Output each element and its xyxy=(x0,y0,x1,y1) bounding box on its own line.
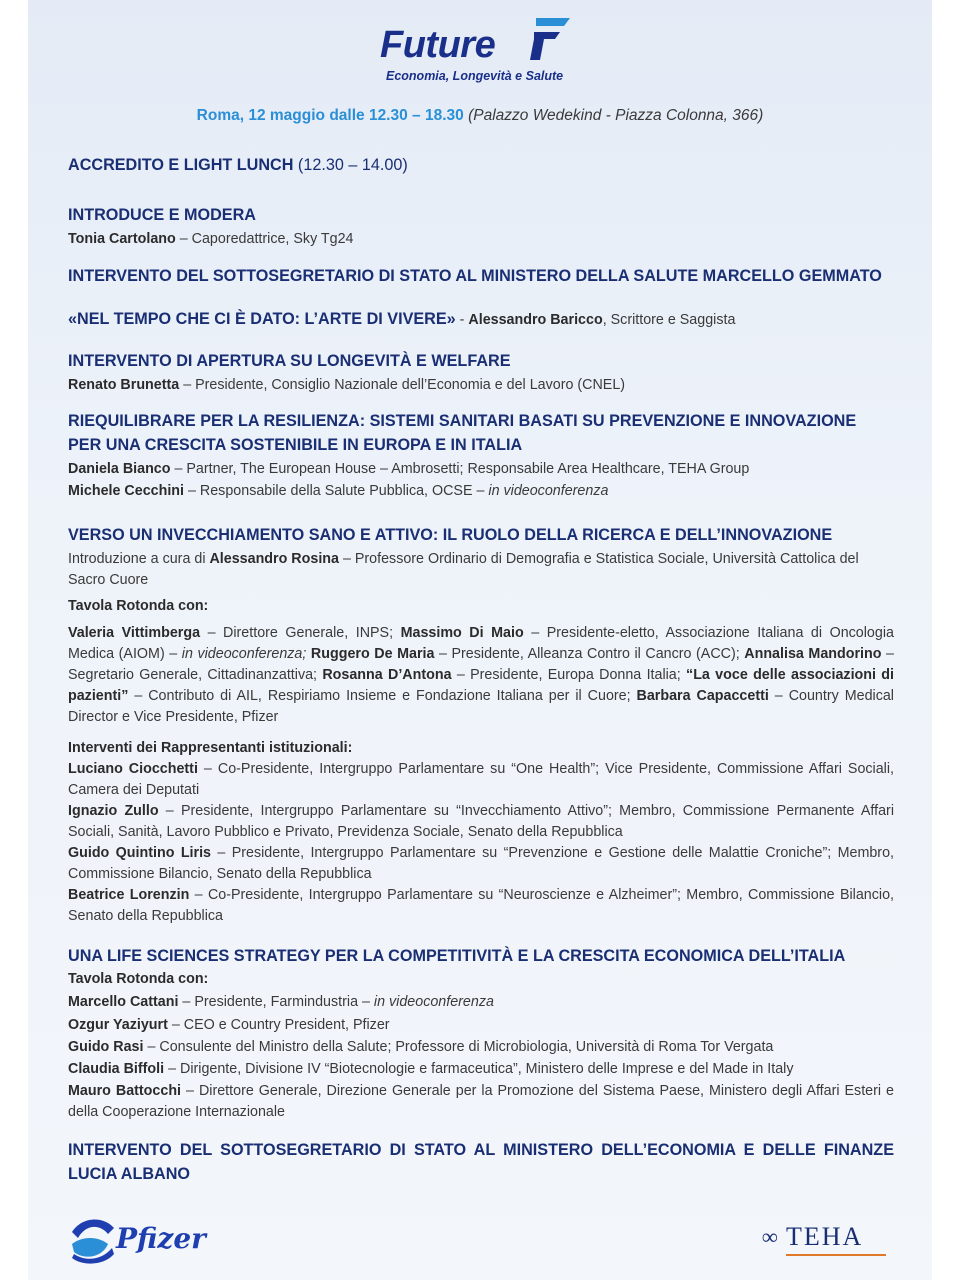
speaker-role: – Professore Ordinario di Demografia e Statistica Sociale, Università Cattolica del Sacro Cuore xyxy=(68,551,859,588)
event-location: (Palazzo Wedekind - Piazza Colonna, 366) xyxy=(468,107,764,124)
tavola-participants: Valeria Vittimberga – Direttore Generale, INPS; Massimo Di Maio – Presidente-eletto, Associazione Italiana di Oncologia Medica (AIOM) – in videoconferenza; Ruggero De Maria – Presidente, Alleanza Contro il Cancro (ACC); Annalisa Mandorino – Segretario Generale, Cittadinanzattiva; Rosanna D’Antona – Presidente, Europa Donna Italia; “La voce delle associazioni di pazienti” – Contributo di AIL, Respiriamo Insieme e Fondazione Italiana per il Cuore; Barbara Capaccetti – Country Medical Director e Vice Presidente, Pfizer xyxy=(68,625,894,725)
programme-page xyxy=(28,0,932,1280)
section-life-sciences xyxy=(68,944,894,1123)
section-title: VERSO UN INVECCHIAMENTO SANO E ATTIVO: IL RUOLO DELLA RICERCA E DELL’INNOVAZIONE xyxy=(68,526,833,544)
istituzionali-label: Interventi dei Rappresentanti istituzionali: xyxy=(68,740,353,756)
speaker-note: in videoconferenza xyxy=(373,994,494,1010)
section-title: INTERVENTO DEL SOTTOSEGRETARIO DI STATO AL MINISTERO DELL’ECONOMIA E DELLE FINANZE LUCIA ALBANO xyxy=(68,1141,894,1183)
section-introduce xyxy=(68,203,894,250)
speaker-name: Renato Brunetta xyxy=(68,377,180,393)
section-title: UNA LIFE SCIENCES STRATEGY PER LA COMPETITIVITÀ E LA CRESCITA ECONOMICA DELL’ITALIA xyxy=(68,947,846,965)
speaker xyxy=(68,843,894,885)
speaker-role: – Partner, The European House – Ambrosetti; Responsabile Area Healthcare, TEHA Group xyxy=(170,461,750,477)
speaker-role: – Presidente, Consiglio Nazionale dell’Economia e del Lavoro (CNEL) xyxy=(179,377,626,393)
section-sottosegretario-salute xyxy=(68,264,894,288)
flag-icon xyxy=(530,14,574,62)
section-accredito xyxy=(68,153,894,177)
section-sottosegretario-mef xyxy=(68,1138,894,1186)
speaker xyxy=(68,1015,894,1036)
section-title: INTERVENTO DI APERTURA SU LONGEVITÀ E WELFARE xyxy=(68,352,511,370)
header xyxy=(28,12,932,83)
session-time: (12.30 – 14.00) xyxy=(293,156,408,174)
speaker-name: Mauro Battocchi xyxy=(68,1083,182,1099)
section-invecchiamento xyxy=(68,523,894,927)
speaker xyxy=(68,1037,894,1058)
speaker-name: Claudia Biffoli xyxy=(68,1061,165,1077)
speaker xyxy=(68,459,894,480)
speaker-name: Michele Cecchini xyxy=(68,483,185,499)
speaker xyxy=(68,229,894,250)
speaker xyxy=(68,375,894,396)
speaker-name: Ozgur Yaziyurt xyxy=(68,1017,168,1033)
future-logo xyxy=(380,12,580,83)
speaker-name: Beatrice Lorenzin xyxy=(68,887,190,903)
teha-logo xyxy=(762,1218,892,1258)
speaker-role: – Direttore Generale, Direzione Generale per la Promozione del Sistema Paese, Ministero degli Affari Esteri e della Cooperazione Internazionale xyxy=(68,1083,894,1120)
speaker-role: – Dirigente, Divisione IV “Biotecnologie e farmaceutica”, Ministero delle Imprese e del Made in Italy xyxy=(164,1061,794,1077)
speaker-role: – Co-Presidente, Intergruppo Parlamentare su “One Health”; Vice Presidente, Commissione Affari Sociali, Camera dei Deputati xyxy=(68,761,894,798)
section-title: INTERVENTO DEL SOTTOSEGRETARIO DI STATO AL MINISTERO DELLA SALUTE MARCELLO GEMMATO xyxy=(68,267,882,285)
speaker-name: Daniela Bianco xyxy=(68,461,171,477)
speaker-role: – Responsabile della Salute Pubblica, OCSE – xyxy=(184,483,489,499)
speaker-role: , Scrittore e Saggista xyxy=(602,312,736,328)
speaker xyxy=(68,759,894,801)
speaker-role: – Presidente, Farmindustria – xyxy=(178,994,374,1010)
speaker xyxy=(68,885,894,927)
section-riequilibrare xyxy=(68,409,894,502)
speaker-name: Guido Rasi xyxy=(68,1039,144,1055)
pfizer-wordmark: Pfizer xyxy=(116,1222,206,1255)
speaker-role: – CEO e Country President, Pfizer xyxy=(167,1017,390,1033)
section-title-line-2: PER UNA CRESCITA SOSTENIBILE IN EUROPA E IN ITALIA xyxy=(68,436,523,454)
event-date-time: Roma, 12 maggio dalle 12.30 – 18.30 xyxy=(196,107,464,124)
event-info xyxy=(28,107,932,125)
speaker-note: in videoconferenza xyxy=(488,483,609,499)
speaker-name: Marcello Cattani xyxy=(68,994,179,1010)
teha-symbol-icon: ∞ xyxy=(762,1224,778,1249)
speaker-role: – Presidente, Intergruppo Parlamentare su “Invecchiamento Attivo”; Membro, Commissione Permanente Affari Sociali, Sanità, Lavoro Pubblico e Privato, Previdenza Sociale, Senato della Repubblica xyxy=(68,803,894,840)
speaker-name: Guido Quintino Liris xyxy=(68,845,212,861)
speaker-role: – Co-Presidente, Intergruppo Parlamentare su “Neuroscienze e Alzheimer”; Membro, Commissione Bilancio, Senato della Repubblica xyxy=(68,887,894,924)
speaker-name: Ignazio Zullo xyxy=(68,803,159,819)
speaker xyxy=(68,1059,894,1080)
section-title-line-1: RIEQUILIBRARE PER LA RESILIENZA: SISTEMI SANITARI BASATI SU PREVENZIONE E INNOVAZIONE xyxy=(68,412,857,430)
pfizer-logo xyxy=(68,1212,208,1268)
tavola-label: Tavola Rotonda con: xyxy=(68,598,209,614)
section-title: ACCREDITO E LIGHT LUNCH (12.30 – 14.00) xyxy=(68,156,408,174)
intro: Introduzione a cura di Alessandro Rosina – Professore Ordinario di Demografia e Statistica Sociale, Università Cattolica del Sacro Cuore xyxy=(68,551,859,588)
tavola-label: Tavola Rotonda con: xyxy=(68,971,209,987)
speaker xyxy=(68,1081,894,1123)
section-title: INTRODUCE E MODERA xyxy=(68,206,256,224)
pfizer-helix-icon xyxy=(68,1214,118,1264)
teha-wordmark: TEHA xyxy=(786,1222,864,1251)
logo-wordmark: Future xyxy=(380,24,496,66)
speaker-name: Tonia Cartolano xyxy=(68,231,176,247)
speaker xyxy=(68,481,894,502)
section-apertura xyxy=(68,349,894,396)
speaker-name: Luciano Ciocchetti xyxy=(68,761,198,777)
speaker-role: – Presidente, Intergruppo Parlamentare su “Prevenzione e Gestione delle Malattie Croniche”; Membro, Commissione Bilancio, Senato della Repubblica xyxy=(68,845,894,882)
speaker xyxy=(68,801,894,843)
speaker-role: – Consulente del Ministro della Salute; Professore di Microbiologia, Università di Roma Tor Vergata xyxy=(143,1039,774,1055)
teha-underline xyxy=(786,1254,886,1256)
speaker-name: Alessandro Baricco xyxy=(468,312,603,328)
speaker-name: Alessandro Rosina xyxy=(209,551,339,567)
section-title: «NEL TEMPO CHE CI È DATO: L’ARTE DI VIVERE» - Alessandro Baricco, Scrittore e Saggista xyxy=(68,310,736,328)
section-tempo xyxy=(68,307,894,332)
speaker xyxy=(68,992,894,1013)
logo-subtitle: Economia, Longevità e Salute xyxy=(386,69,564,83)
speaker-role: – Caporedattrice, Sky Tg24 xyxy=(175,231,354,247)
